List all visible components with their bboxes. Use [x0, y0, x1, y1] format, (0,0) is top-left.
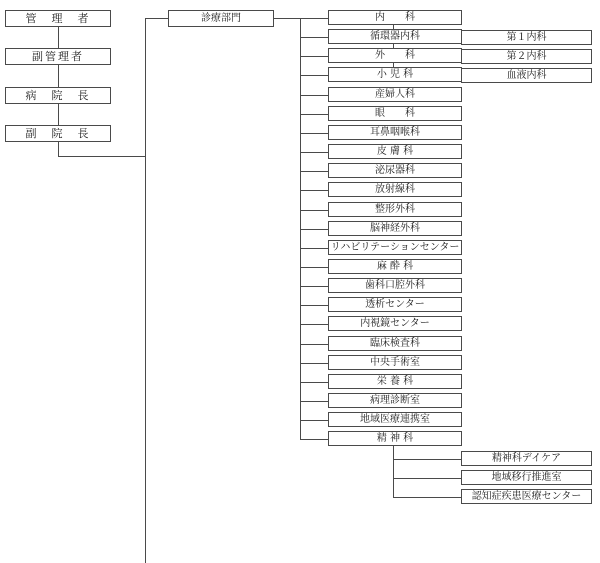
department-box: 歯科口腔外科: [328, 278, 462, 293]
department-connector: [300, 190, 328, 191]
department-connector: [300, 229, 328, 230]
sub-department-box: 認知症疾患医療センター: [461, 489, 592, 504]
department-box: 透析センター: [328, 297, 462, 312]
department-connector: [300, 152, 328, 153]
department-connector: [300, 248, 328, 249]
department-box: 泌尿器科: [328, 163, 462, 178]
department-connector: [300, 267, 328, 268]
department-connector: [300, 344, 328, 345]
director-box: 病 院 長: [5, 87, 111, 104]
main-trunk-branch: [145, 18, 168, 19]
department-box: 循環器内科: [328, 29, 462, 44]
department-connector: [300, 133, 328, 134]
department-box: 地域医療連携室: [328, 412, 462, 427]
department-box: リハビリテーションセンター: [328, 240, 462, 255]
department-connector: [300, 95, 328, 96]
department-box: 病理診断室: [328, 393, 462, 408]
department-box: 産婦人科: [328, 87, 462, 102]
department-connector: [300, 305, 328, 306]
department-connector: [300, 420, 328, 421]
department-box: 整形外科: [328, 202, 462, 217]
department-connector: [300, 56, 328, 57]
department-connector: [300, 37, 328, 38]
medical-division-box: 診療部門: [168, 10, 274, 27]
department-connector: [300, 363, 328, 364]
sub-department-box: 第１内科: [461, 30, 592, 45]
mgmt-connector: [58, 65, 59, 87]
sub-department-connector: [393, 478, 461, 479]
department-box: 内視鏡センター: [328, 316, 462, 331]
sub-department-box: 精神科デイケア: [461, 451, 592, 466]
sub-department-box: 血液内科: [461, 68, 592, 83]
department-connector: [300, 171, 328, 172]
department-box: 小 児 科: [328, 67, 462, 82]
department-connector: [300, 286, 328, 287]
department-box: 皮 膚 科: [328, 144, 462, 159]
department-box: 外 科: [328, 48, 462, 63]
department-connector: [300, 382, 328, 383]
admin-box: 管 理 者: [5, 10, 111, 27]
department-box: 内 科: [328, 10, 462, 25]
department-connector: [300, 114, 328, 115]
department-box: 脳神経外科: [328, 221, 462, 236]
department-box: 中央手術室: [328, 355, 462, 370]
vice-director-box: 副 院 長: [5, 125, 111, 142]
mgmt-connector: [58, 142, 59, 156]
department-connector: [300, 210, 328, 211]
sub-department-spine: [393, 446, 394, 497]
main-trunk: [145, 18, 146, 563]
sub-department-box: 地域移行推進室: [461, 470, 592, 485]
sub-department-connector: [393, 497, 461, 498]
sub-department-box: 第２内科: [461, 49, 592, 64]
deputy-admin-box: 副管理者: [5, 48, 111, 65]
mgmt-connector: [58, 104, 59, 125]
department-connector: [300, 18, 328, 19]
sub-department-connector: [393, 459, 461, 460]
mgmt-connector: [58, 156, 146, 157]
department-box: 麻 酔 科: [328, 259, 462, 274]
department-box: 眼 科: [328, 106, 462, 121]
division-connector: [274, 18, 300, 19]
department-connector: [300, 401, 328, 402]
department-box: 放射線科: [328, 182, 462, 197]
department-spine: [300, 18, 301, 439]
department-connector: [300, 439, 328, 440]
mgmt-connector: [58, 27, 59, 48]
department-box: 臨床検査科: [328, 336, 462, 351]
department-box: 栄 養 科: [328, 374, 462, 389]
department-box: 精 神 科: [328, 431, 462, 446]
department-box: 耳鼻咽喉科: [328, 125, 462, 140]
department-connector: [300, 75, 328, 76]
department-connector: [300, 324, 328, 325]
